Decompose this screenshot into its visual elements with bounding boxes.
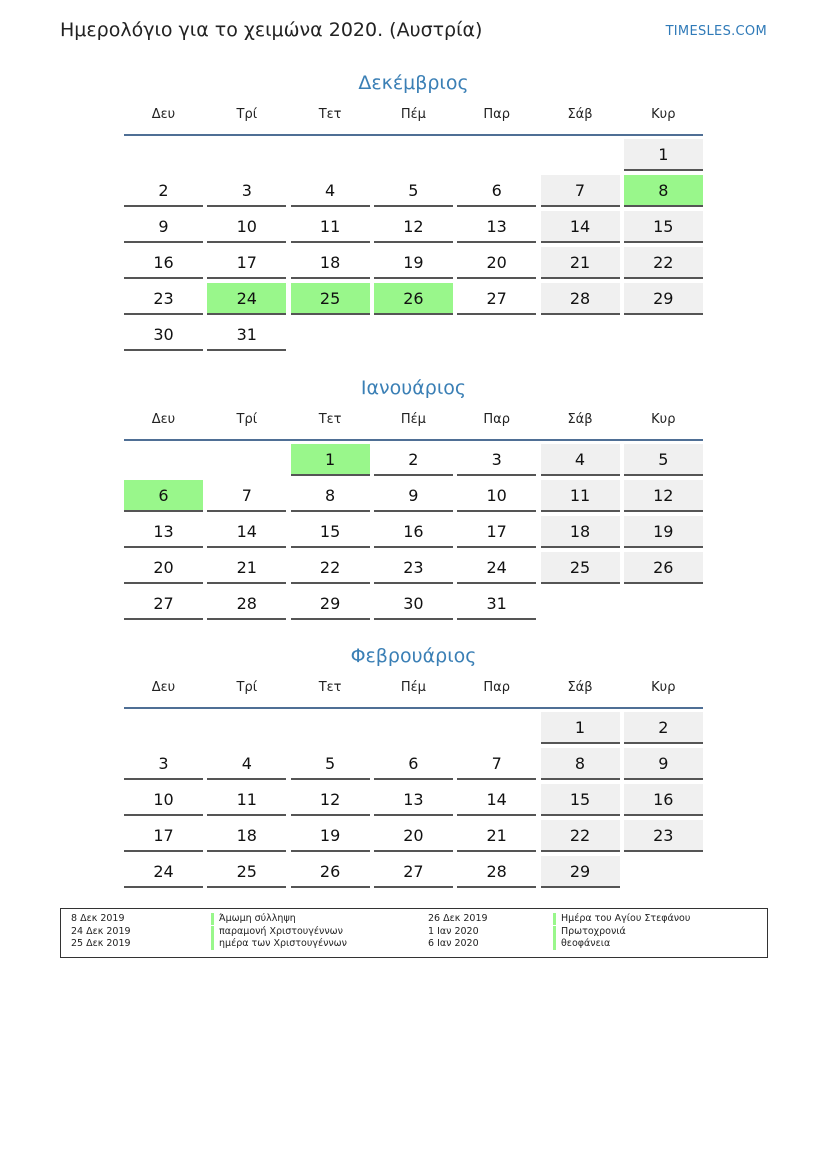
day-cell: 10: [207, 211, 286, 243]
weekday-label: Τετ: [318, 680, 342, 695]
weekday-label: Σάβ: [567, 412, 593, 427]
day-cell: 18: [207, 820, 286, 852]
day-cell: 9: [124, 211, 203, 243]
month-title: Φεβρουάριος: [350, 645, 477, 667]
header-divider: [124, 707, 703, 709]
legend-date: 1 Ιαν 2020: [428, 925, 479, 937]
holiday-day-cell: 1: [291, 444, 370, 476]
weekday-label: Κυρ: [651, 412, 676, 427]
day-cell: 29: [541, 856, 620, 888]
day-cell: 23: [374, 552, 453, 584]
weekday-label: Δευ: [151, 107, 176, 122]
day-cell: 25: [207, 856, 286, 888]
day-cell: 29: [291, 588, 370, 620]
day-cell: 21: [207, 552, 286, 584]
day-cell: 4: [207, 748, 286, 780]
brand-link[interactable]: TIMESLES.COM: [665, 24, 767, 39]
weekday-label: Παρ: [483, 107, 510, 122]
month-title: Ιανουάριος: [360, 377, 467, 399]
day-cell: 14: [541, 211, 620, 243]
day-cell: 5: [374, 175, 453, 207]
day-cell: 18: [541, 516, 620, 548]
day-cell: 12: [374, 211, 453, 243]
day-cell: 28: [457, 856, 536, 888]
day-cell: 17: [457, 516, 536, 548]
day-cell: 28: [541, 283, 620, 315]
holiday-day-cell: 24: [207, 283, 286, 315]
weekday-label: Δευ: [151, 412, 176, 427]
weekday-label: Τρί: [236, 107, 258, 122]
day-cell: 7: [541, 175, 620, 207]
day-cell: 20: [457, 247, 536, 279]
day-cell: 23: [624, 820, 703, 852]
day-cell: 22: [624, 247, 703, 279]
day-cell: 2: [124, 175, 203, 207]
day-cell: 13: [457, 211, 536, 243]
legend-holiday-name: ημέρα των Χριστουγέννων: [211, 938, 347, 950]
day-cell: 6: [374, 748, 453, 780]
day-cell: 21: [457, 820, 536, 852]
month-title: Δεκέμβριος: [358, 72, 469, 94]
day-cell: 1: [624, 139, 703, 171]
day-cell: 7: [457, 748, 536, 780]
legend-holiday-name: θεοφάνεια: [553, 938, 610, 950]
day-cell: 5: [291, 748, 370, 780]
legend-holiday-name: Πρωτοχρονιά: [553, 926, 626, 938]
day-cell: 22: [541, 820, 620, 852]
day-cell: 3: [207, 175, 286, 207]
header-divider: [124, 134, 703, 136]
weekday-label: Τρί: [236, 412, 258, 427]
weekday-label: Σάβ: [567, 107, 593, 122]
weekday-label: Πέμ: [400, 680, 426, 695]
day-cell: 31: [457, 588, 536, 620]
day-cell: 7: [207, 480, 286, 512]
day-cell: 15: [541, 784, 620, 816]
day-cell: 8: [541, 748, 620, 780]
day-cell: 22: [291, 552, 370, 584]
weekday-label: Πέμ: [400, 107, 426, 122]
day-cell: 11: [541, 480, 620, 512]
day-cell: 4: [541, 444, 620, 476]
month-block: [124, 641, 703, 881]
day-cell: 15: [624, 211, 703, 243]
day-cell: 11: [207, 784, 286, 816]
day-cell: 2: [374, 444, 453, 476]
day-cell: 25: [541, 552, 620, 584]
day-cell: 19: [291, 820, 370, 852]
holiday-day-cell: 8: [624, 175, 703, 207]
weekday-label: Τετ: [318, 412, 342, 427]
weekday-label: Κυρ: [651, 680, 676, 695]
day-cell: 11: [291, 211, 370, 243]
weekday-header: [124, 678, 703, 706]
holiday-day-cell: 26: [374, 283, 453, 315]
weekday-label: Παρ: [483, 412, 510, 427]
page-title: Ημερολόγιο για το χειμώνα 2020. (Αυστρία): [60, 19, 483, 41]
day-cell: 17: [207, 247, 286, 279]
weekday-label: Τρί: [236, 680, 258, 695]
day-cell: 3: [457, 444, 536, 476]
day-cell: 20: [374, 820, 453, 852]
legend-date: 8 Δεκ 2019: [71, 913, 125, 924]
day-cell: 16: [124, 247, 203, 279]
month-block: [124, 68, 703, 344]
day-cell: 24: [457, 552, 536, 584]
weekday-label: Σάβ: [567, 680, 593, 695]
day-cell: 28: [207, 588, 286, 620]
day-cell: 10: [124, 784, 203, 816]
weekday-label: Κυρ: [651, 107, 676, 122]
day-cell: 26: [291, 856, 370, 888]
day-cell: 3: [124, 748, 203, 780]
day-cell: 5: [624, 444, 703, 476]
legend-date: 25 Δεκ 2019: [71, 938, 131, 949]
day-cell: 19: [624, 516, 703, 548]
day-cell: 4: [291, 175, 370, 207]
day-cell: 23: [124, 283, 203, 315]
day-cell: 30: [374, 588, 453, 620]
weekday-header: [124, 105, 703, 133]
day-cell: 16: [624, 784, 703, 816]
day-cell: 20: [124, 552, 203, 584]
day-cell: 9: [374, 480, 453, 512]
weekday-label: Τετ: [318, 107, 342, 122]
day-cell: 13: [124, 516, 203, 548]
day-cell: 27: [374, 856, 453, 888]
legend-holiday-name: Άμωμη σύλληψη: [211, 913, 296, 925]
day-cell: 14: [207, 516, 286, 548]
day-cell: 29: [624, 283, 703, 315]
month-block: [124, 373, 703, 613]
day-cell: 30: [124, 319, 203, 351]
day-cell: 18: [291, 247, 370, 279]
day-cell: 12: [291, 784, 370, 816]
legend-date: 6 Ιαν 2020: [428, 938, 479, 949]
weekday-header: [124, 410, 703, 438]
day-cell: 13: [374, 784, 453, 816]
day-cell: 17: [124, 820, 203, 852]
day-cell: 31: [207, 319, 286, 351]
day-cell: 16: [374, 516, 453, 548]
day-cell: 10: [457, 480, 536, 512]
day-cell: 24: [124, 856, 203, 888]
holiday-day-cell: 25: [291, 283, 370, 315]
day-cell: 8: [291, 480, 370, 512]
day-cell: 19: [374, 247, 453, 279]
header-divider: [124, 439, 703, 441]
legend-holiday-name: παραμονή Χριστουγέννων: [211, 926, 343, 938]
holiday-day-cell: 6: [124, 480, 203, 512]
weekday-label: Πέμ: [400, 412, 426, 427]
day-cell: 6: [457, 175, 536, 207]
day-cell: 14: [457, 784, 536, 816]
day-cell: 1: [541, 712, 620, 744]
legend-holiday-name: Ημέρα του Αγίου Στεφάνου: [553, 913, 690, 925]
legend-date: 26 Δεκ 2019: [428, 913, 488, 924]
day-cell: 27: [457, 283, 536, 315]
day-cell: 27: [124, 588, 203, 620]
day-cell: 26: [624, 552, 703, 584]
day-cell: 9: [624, 748, 703, 780]
weekday-label: Παρ: [483, 680, 510, 695]
holiday-legend: [60, 908, 768, 958]
day-cell: 15: [291, 516, 370, 548]
weekday-label: Δευ: [151, 680, 176, 695]
day-cell: 2: [624, 712, 703, 744]
day-cell: 12: [624, 480, 703, 512]
legend-date: 24 Δεκ 2019: [71, 925, 131, 937]
day-cell: 21: [541, 247, 620, 279]
